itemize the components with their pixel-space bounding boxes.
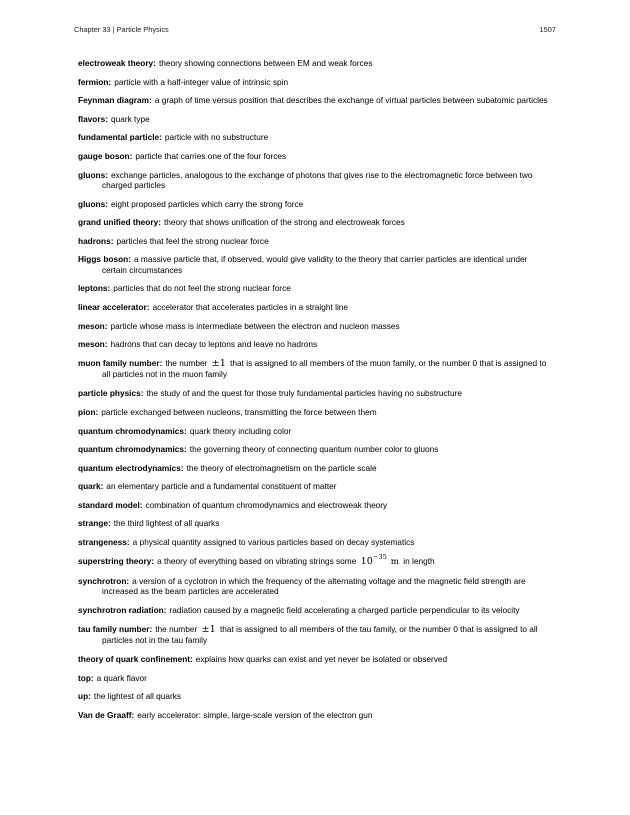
glossary-term: electroweak theory:: [78, 58, 156, 68]
glossary-definition: particle with a half-integer value of intrinsic spin: [114, 76, 289, 87]
glossary-definition: a massive particle that, if observed, would give validity to the theory that carrier particles are identical under certain circumstances: [102, 254, 528, 275]
math-expression: [359, 552, 389, 567]
glossary-entry-hadrons: [78, 236, 548, 246]
glossary-definition: exchange particles, analogous to the exchange of photons that gives rise to the electromagnetic force between two charged particles: [102, 169, 533, 190]
glossary-term: top:: [78, 672, 94, 683]
glossary-definition: the study of and the quest for those truly fundamental particles having no substructure: [146, 388, 462, 399]
definition-text: the number: [165, 357, 208, 368]
glossary-entry-electroweak-theory: [78, 58, 548, 68]
glossary-definition: hadrons that can decay to leptons and leave no hadrons: [110, 339, 318, 350]
glossary-term: linear accelerator:: [78, 301, 150, 312]
glossary-entry-linear-accelerator: [78, 302, 548, 312]
math-unit: m: [390, 556, 399, 567]
glossary-definition: theory showing connections between EM and weak forces: [158, 58, 373, 68]
glossary-definition: a physical quantity assigned to various particles based on decay systematics: [132, 537, 415, 548]
definition-text: in length: [403, 555, 435, 566]
glossary-term: up:: [78, 691, 91, 702]
glossary-term: Van de Graaff:: [78, 710, 135, 721]
glossary-entry-top: [78, 673, 548, 683]
glossary-entry-pion: [78, 407, 548, 417]
chapter-title: Chapter 33 | Particle Physics: [74, 25, 169, 34]
glossary-term: pion:: [78, 406, 99, 417]
glossary-entry-standard-model: [78, 500, 548, 510]
glossary-definition: particles that feel the strong nuclear force: [116, 235, 269, 246]
glossary-term: hadrons:: [78, 235, 114, 246]
glossary-term: strange:: [78, 518, 111, 529]
definition-text: that is assigned to all members of the tau family, or the number 0 that is assigned to all particles not in the tau family: [102, 623, 538, 645]
glossary-term: tau family number:: [78, 623, 153, 634]
glossary-definition: the governing theory of connecting quantum number color to gluons: [189, 444, 439, 455]
glossary-definition: a version of a cyclotron in which the frequency of the alternating voltage and the magnetic field strength are increased as the beam particles are accelerated: [102, 576, 526, 597]
glossary-term: Feynman diagram:: [78, 95, 152, 106]
glossary-definition: quark type: [110, 113, 150, 124]
glossary-term: synchrotron:: [78, 576, 130, 587]
glossary-term: standard model:: [78, 499, 143, 510]
glossary-entry-gluons-2: [78, 199, 548, 209]
glossary-entry-van-de-graaff: [78, 710, 548, 720]
glossary-definition: eight proposed particles which carry the strong force: [110, 198, 304, 209]
glossary-term: muon family number:: [78, 357, 163, 368]
glossary-term: gluons:: [78, 198, 108, 209]
glossary-term: gauge boson:: [78, 150, 133, 161]
glossary-definition: early accelerator: simple, large-scale version of the electron gun: [137, 710, 373, 721]
glossary-entry-leptons: [78, 283, 548, 293]
glossary-definition: a graph of time versus position that describes the exchange of virtual particles between subatomic particles: [154, 95, 548, 106]
glossary-definition: [157, 552, 435, 567]
glossary-entry-synchrotron-radiation: [78, 605, 548, 615]
glossary-definition: particle that carries one of the four forces: [135, 150, 287, 161]
glossary-term: quantum chromodynamics:: [78, 425, 187, 436]
glossary-entry-theory-of-quark-confinement: [78, 654, 548, 664]
glossary-term: leptons:: [78, 283, 111, 294]
glossary-definition: an elementary particle and a fundamental constituent of matter: [106, 481, 337, 492]
glossary-entry-meson-2: [78, 339, 548, 349]
glossary-term: gluons:: [78, 169, 108, 180]
glossary-term: superstring theory:: [78, 555, 155, 566]
glossary-definition: the theory of electromagnetism on the particle scale: [186, 462, 377, 473]
definition-text: that is assigned to all members of the muon family, or the number 0 that is assigned to all particles not in the muon family: [102, 357, 547, 379]
glossary-term: quantum chromodynamics:: [78, 444, 187, 455]
glossary-definition: explains how quarks can exist and yet never be isolated or observed: [195, 654, 448, 665]
glossary-definition: [102, 358, 546, 379]
glossary-definition: particles that do not feel the strong nuclear force: [113, 283, 291, 294]
math-expression: ±1: [201, 623, 216, 635]
glossary-definition: theory that shows unification of the strong and electroweak forces: [163, 217, 405, 228]
glossary-term: synchrotron radiation:: [78, 605, 167, 616]
math-exponent: −35: [372, 552, 387, 561]
glossary-entry-higgs-boson: [78, 254, 548, 275]
glossary-term: quark:: [78, 481, 104, 492]
glossary-term: grand unified theory:: [78, 217, 161, 228]
glossary-definition: quark theory including color: [189, 425, 292, 436]
glossary-entry-up: [78, 691, 548, 701]
math-expression: ±1: [211, 357, 226, 369]
glossary-term: Higgs boson:: [78, 254, 132, 265]
glossary-definition: a quark flavor: [96, 672, 147, 683]
glossary-definition: particle exchanged between nucleons, transmitting the force between them: [101, 406, 377, 417]
glossary-entry-quantum-chromodynamics-2: [78, 444, 548, 454]
glossary-term: meson:: [78, 320, 108, 331]
glossary-entry-quantum-electrodynamics: [78, 463, 548, 473]
glossary-term: fundamental particle:: [78, 132, 162, 143]
glossary-term: particle physics:: [78, 388, 144, 399]
definition-text: a theory of everything based on vibrating strings some: [157, 555, 357, 566]
glossary-entry-superstring-theory: [78, 552, 548, 568]
glossary-term: flavors:: [78, 113, 108, 124]
glossary-entry-feynman-diagram: [78, 95, 548, 105]
glossary-definition: the third lightest of all quarks: [113, 518, 220, 529]
glossary-term: strangeness:: [78, 537, 130, 548]
glossary-definition: the lightest of all quarks: [93, 691, 182, 702]
glossary-term: quantum electrodynamics:: [78, 462, 184, 473]
glossary-term: theory of quark confinement:: [78, 654, 193, 665]
glossary-entry-quark: [78, 481, 548, 491]
glossary-definition: combination of quantum chromodynamics and electroweak theory: [145, 499, 388, 510]
glossary-entry-gluons-1: [78, 170, 548, 191]
glossary-entry-gauge-boson: [78, 151, 548, 161]
glossary-entry-quantum-chromodynamics-1: [78, 426, 548, 436]
glossary-entry-particle-physics: [78, 388, 548, 398]
glossary-definition: accelerator that accelerates particles in a straight line: [152, 301, 349, 312]
glossary-list: [78, 58, 548, 729]
glossary-entry-fundamental-particle: [78, 132, 548, 142]
glossary-entry-meson-1: [78, 321, 548, 331]
glossary-definition: [102, 624, 538, 645]
glossary-entry-strangeness: [78, 537, 548, 547]
page-number: 1507: [539, 25, 556, 34]
glossary-entry-strange: [78, 518, 548, 528]
glossary-entry-flavors: [78, 114, 548, 124]
glossary-definition: particle whose mass is intermediate between the electron and nucleon masses: [110, 320, 400, 331]
glossary-entry-muon-family-number: [78, 358, 548, 380]
glossary-term: fermion:: [78, 76, 112, 87]
glossary-definition: particle with no substructure: [164, 132, 269, 143]
glossary-entry-synchrotron: [78, 576, 548, 597]
math-base: 10: [360, 555, 373, 567]
page-header: [74, 25, 556, 37]
glossary-entry-tau-family-number: [78, 624, 548, 646]
glossary-entry-fermion: [78, 77, 548, 87]
glossary-entry-grand-unified-theory: [78, 217, 548, 227]
definition-text: the number: [155, 623, 198, 634]
glossary-term: meson:: [78, 339, 108, 350]
glossary-definition: radiation caused by a magnetic field accelerating a charged particle perpendicular to its velocity: [169, 605, 520, 616]
